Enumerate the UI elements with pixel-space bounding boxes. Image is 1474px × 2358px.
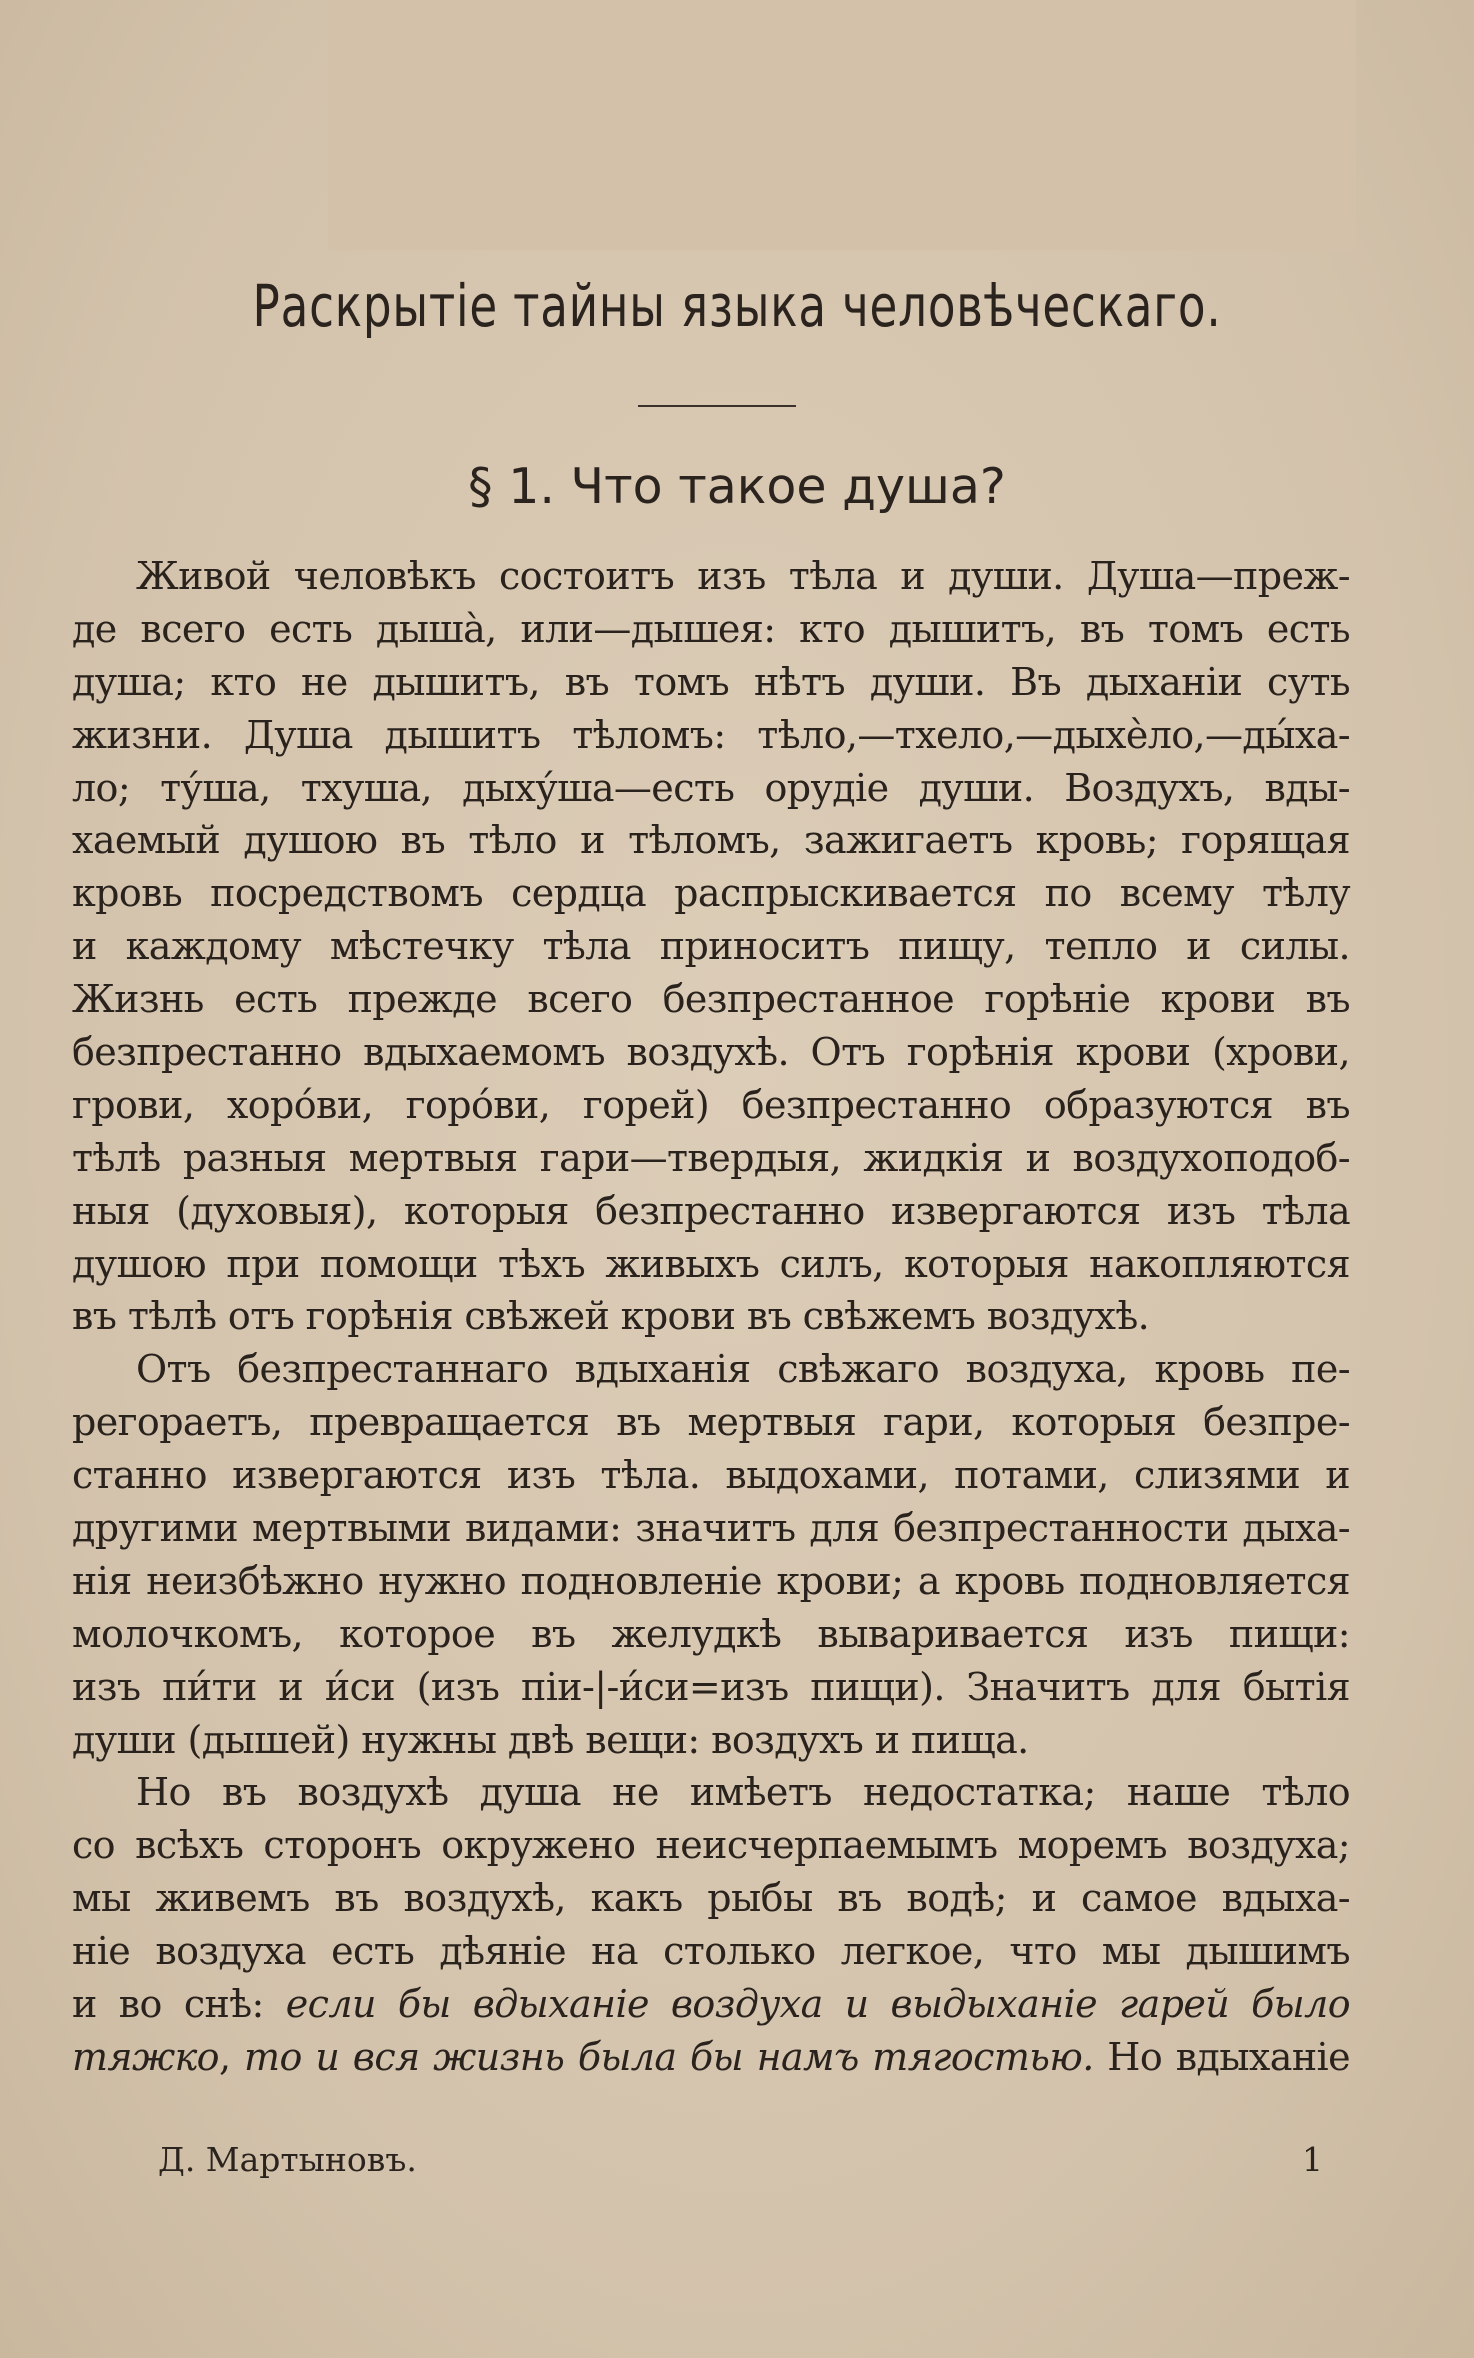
italic-segment: тяжко bbox=[72, 2034, 219, 2079]
footer-signature: Д. Мартыновъ. bbox=[158, 2140, 417, 2179]
page-number: 1 bbox=[1302, 2140, 1323, 2179]
text-line: мы живемъ въ воздухѣ, какъ рыбы въ водѣ; и самое вдыха- bbox=[72, 1876, 1350, 1921]
text-line: души (дышей) нужны двѣ вещи: воздухъ и пища. bbox=[72, 1717, 1029, 1762]
text-line: изъ пи́ти и и́си (изъ піи-|-и́си=изъ пищи). Значитъ для бытія bbox=[72, 1664, 1350, 1709]
text-line: безпрестанно вдыхаемомъ воздухѣ. Отъ горѣнія крови (хрови, bbox=[72, 1030, 1350, 1075]
text-line: молочкомъ, которое въ желудкѣ вываривается изъ пищи: bbox=[72, 1611, 1350, 1656]
body-text bbox=[72, 550, 1350, 2084]
text-line: нія неизбѣжно нужно подновленіе крови; а кровь подновляется bbox=[72, 1558, 1350, 1603]
text-line: Но въ воздухѣ душа не имѣетъ недостатка; наше тѣло bbox=[136, 1770, 1350, 1815]
text-segment: Но вдыханіе bbox=[1093, 2034, 1350, 2079]
paper-stain bbox=[328, 0, 1356, 250]
text-line: ло; ту́ша, тхуша, дыху́ша—есть орудіе души. Воздухъ, вды- bbox=[72, 765, 1350, 810]
text-line: другими мертвыми видами: значитъ для безпрестанности дыха- bbox=[72, 1506, 1350, 1551]
text-line: въ тѣлѣ отъ горѣнія свѣжей крови въ свѣжемъ воздухѣ. bbox=[72, 1294, 1150, 1339]
text-line: Отъ безпрестаннаго вдыханія свѣжаго воздуха, кровь пе- bbox=[136, 1347, 1350, 1392]
text-segment: , bbox=[218, 2034, 245, 2079]
title-divider bbox=[638, 405, 796, 407]
text-line: регораетъ, превращается въ мертвыя гари, которыя безпре- bbox=[72, 1400, 1350, 1445]
text-line: душою при помощи тѣхъ живыхъ силъ, которыя накопляются bbox=[72, 1241, 1350, 1286]
text-line: душа; кто не дышитъ, въ томъ нѣтъ души. Въ дыханіи суть bbox=[72, 659, 1350, 704]
text-line: и каждому мѣстечку тѣла приноситъ пищу, тепло и силы. bbox=[72, 924, 1350, 969]
text-line: со всѣхъ сторонъ окружено неисчерпаемымъ моремъ воздуха; bbox=[72, 1823, 1350, 1868]
text-line: ніе воздуха есть дѣяніе на столько легкое, что мы дышимъ bbox=[72, 1929, 1350, 1974]
text-line: кровь посредствомъ сердца распрыскивается по всему тѣлу bbox=[72, 871, 1350, 916]
text-line: станно извергаются изъ тѣла. выдохами, потами, слизями и bbox=[72, 1453, 1350, 1498]
text-line: Жизнь есть прежде всего безпрестанное горѣніе крови въ bbox=[72, 977, 1350, 1022]
page-title: Раскрытіе тайны языка человѣческаго. bbox=[252, 272, 1222, 340]
text-line: тѣлѣ разныя мертвыя гари—твердыя, жидкія и воздухоподоб- bbox=[72, 1135, 1350, 1180]
text-line: грови, хоро́ви, горо́ви, горей) безпрестанно образуются въ bbox=[72, 1082, 1350, 1127]
text-line: де всего есть дыша̀, или—дышея: кто дышитъ, въ томъ есть bbox=[72, 606, 1350, 651]
text-line bbox=[72, 1978, 1350, 2031]
italic-segment: то и вся жизнь была бы намъ тягостью. bbox=[244, 2034, 1094, 2079]
section-heading: § 1. Что такое душа? bbox=[468, 458, 1006, 515]
text-segment: и во снѣ: bbox=[72, 1982, 264, 2027]
text-line: ныя (духовыя), которыя безпрестанно извергаются изъ тѣла bbox=[72, 1188, 1350, 1233]
italic-segment: если бы вдыханіе воздуха и выдыханіе гарей было bbox=[285, 1982, 1350, 2027]
text-line: Живой человѣкъ состоитъ изъ тѣла и души. Душа—преж- bbox=[136, 554, 1350, 598]
text-line bbox=[72, 2031, 1350, 2084]
text-line: жизни. Душа дышитъ тѣломъ: тѣло,—тхело,—дыхѐло,—ды́ха- bbox=[72, 712, 1350, 757]
text-line: хаемый душою въ тѣло и тѣломъ, зажигаетъ кровь; горящая bbox=[72, 818, 1350, 863]
